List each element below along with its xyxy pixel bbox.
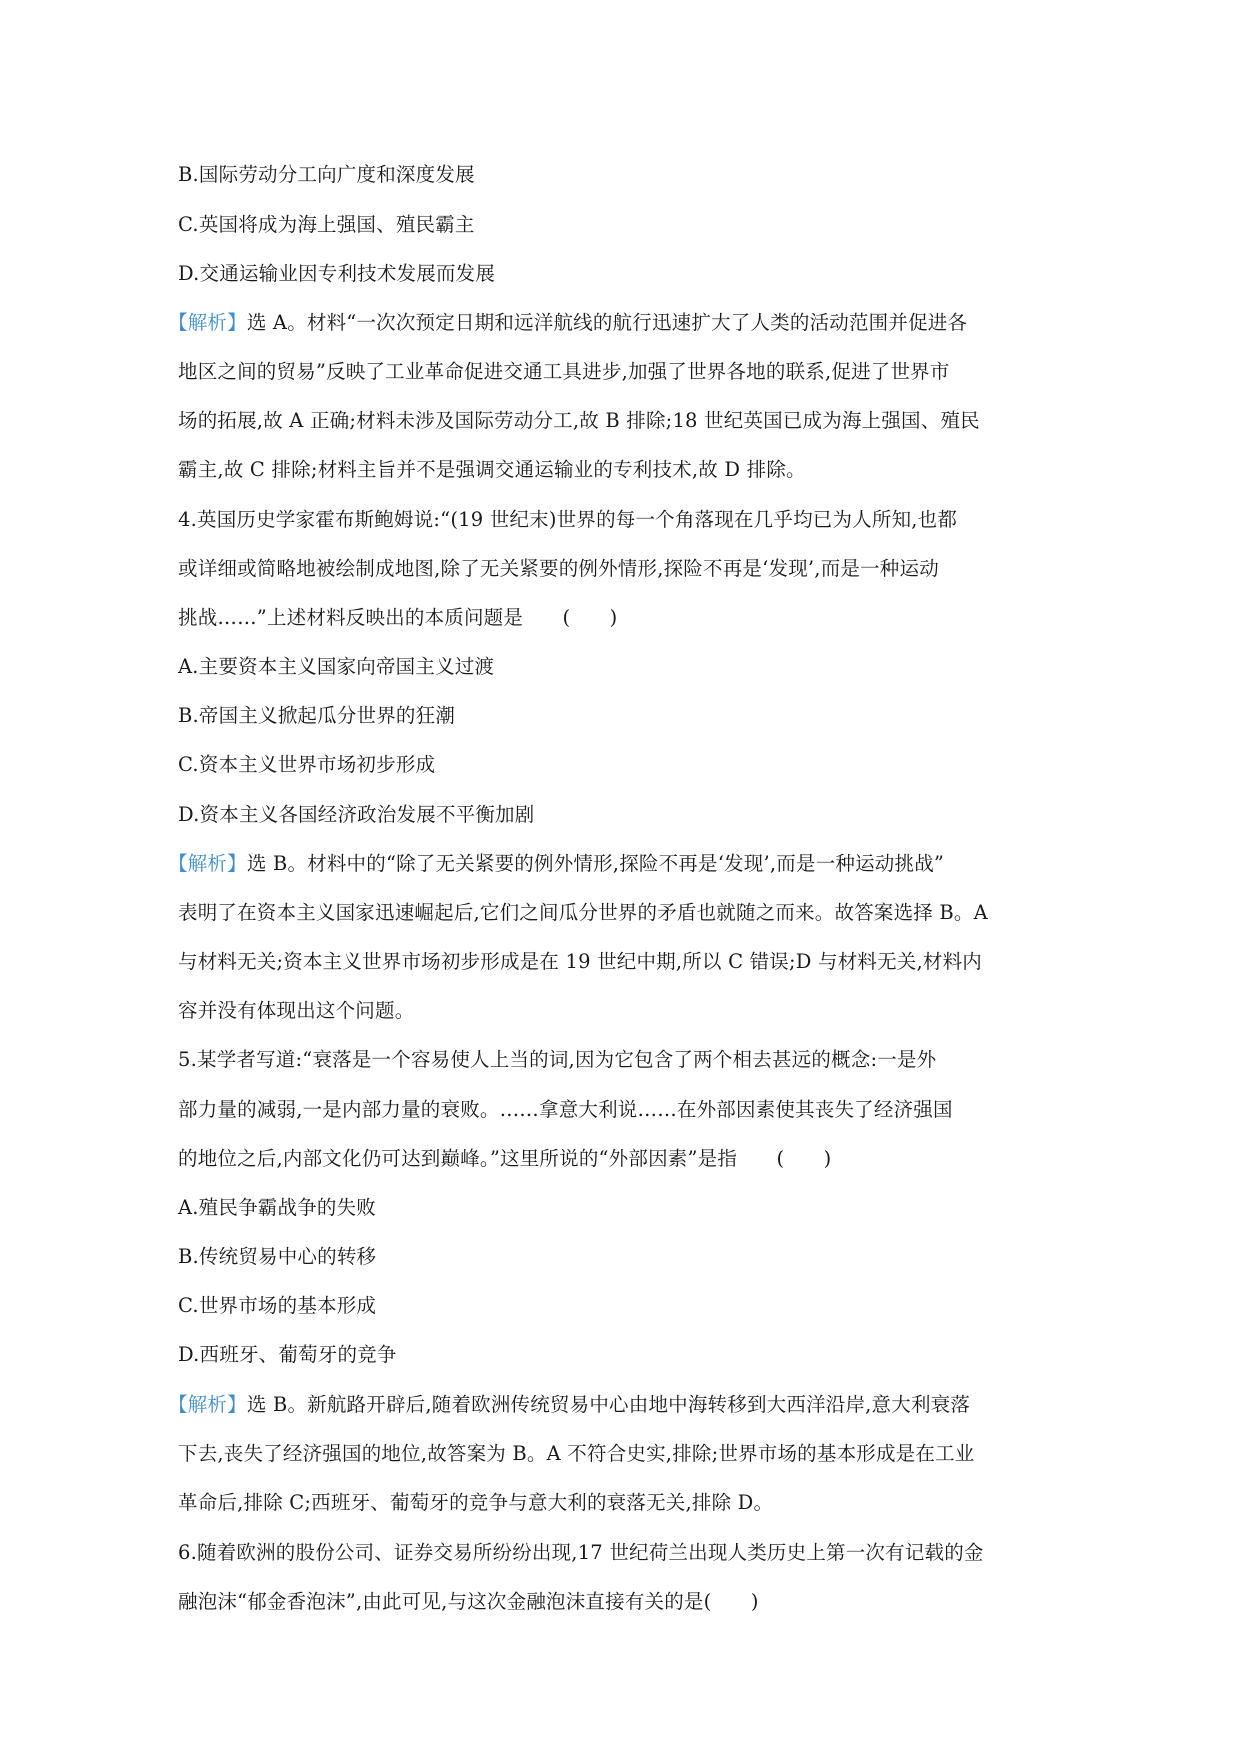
- q3-option-c: C.英国将成为海上强国、殖民霸主: [178, 213, 475, 236]
- q5-option-a: A.殖民争霸战争的失败: [178, 1196, 376, 1219]
- q4-option-d: D.资本主义各国经济政治发展不平衡加剧: [178, 803, 535, 826]
- q3-analysis-line-2: 地区之间的贸易”反映了工业革命促进交通工具进步,加强了世界各地的联系,促进了世界市: [178, 360, 950, 383]
- q4-option-a: A.主要资本主义国家向帝国主义过渡: [178, 655, 495, 678]
- q5-option-b: B.传统贸易中心的转移: [178, 1245, 377, 1268]
- q4-analysis-line-2: 表明了在资本主义国家迅速崛起后,它们之间瓜分世界的矛盾也就随之而来。故答案选择 B。A: [178, 901, 988, 924]
- q5-stem-line-1: 5.某学者写道:“衰落是一个容易使人上当的词,因为它包含了两个相去甚远的概念:一是外: [178, 1048, 937, 1071]
- q5-analysis-line-1: 【解析】选 B。新航路开辟后,随着欧洲传统贸易中心由地中海转移到大西洋沿岸,意大利衰落: [168, 1393, 971, 1416]
- q5-stem-line-3: 的地位之后,内部文化仍可达到巅峰。”这里所说的“外部因素”是指 ( ): [178, 1147, 832, 1170]
- q3-analysis-line-3: 场的拓展,故 A 正确;材料未涉及国际劳动分工,故 B 排除;18 世纪英国已成为海上强国、殖民: [178, 409, 980, 432]
- q4-analysis-line-4: 容并没有体现出这个问题。: [178, 999, 415, 1022]
- q4-option-c: C.资本主义世界市场初步形成: [178, 753, 436, 776]
- q5-analysis-line-2: 下去,丧失了经济强国的地位,故答案为 B。A 不符合史实,排除;世界市场的基本形成是在工业: [178, 1442, 975, 1465]
- q3-option-b: B.国际劳动分工向广度和深度发展: [178, 163, 475, 186]
- q4-analysis-line-1: 【解析】选 B。材料中的“除了无关紧要的例外情形,探险不再是‘发现’,而是一种运动挑战”: [168, 852, 945, 875]
- analysis-label: 【解析】: [168, 311, 247, 334]
- q5-option-c: C.世界市场的基本形成: [178, 1294, 377, 1317]
- q5-analysis-line-3: 革命后,排除 C;西班牙、葡萄牙的竞争与意大利的衰落无关,排除 D。: [178, 1491, 774, 1514]
- q6-stem-line-1: 6.随着欧洲的股份公司、证券交易所纷纷出现,17 世纪荷兰出现人类历史上第一次有记载的金: [178, 1541, 984, 1564]
- analysis-label: 【解析】: [168, 1393, 247, 1416]
- q4-stem-line-1: 4.英国历史学家霍布斯鲍姆说:“(19 世纪末)世界的每一个角落现在几乎均已为人所知,也都: [178, 508, 958, 531]
- analysis-label: 【解析】: [168, 852, 247, 875]
- q5-option-d: D.西班牙、葡萄牙的竞争: [178, 1343, 397, 1366]
- q5-stem-line-2: 部力量的减弱,一是内部力量的衰败。……拿意大利说……在外部因素使其丧失了经济强国: [178, 1098, 953, 1121]
- q6-stem-line-2: 融泡沫“郁金香泡沫”,由此可见,与这次金融泡沫直接有关的是( ): [178, 1590, 759, 1613]
- q3-analysis-line-1: 【解析】选 A。材料“一次次预定日期和远洋航线的航行迅速扩大了人类的活动范围并促进各: [168, 311, 968, 334]
- q4-analysis-line-3: 与材料无关;资本主义世界市场初步形成是在 19 世纪中期,所以 C 错误;D 与材料无关,材料内: [178, 950, 982, 973]
- q3-option-d: D.交通运输业因专利技术发展而发展: [178, 262, 496, 285]
- q4-option-b: B.帝国主义掀起瓜分世界的狂潮: [178, 704, 456, 727]
- q3-analysis-line-4: 霸主,故 C 排除;材料主旨并不是强调交通运输业的专利技术,故 D 排除。: [178, 458, 806, 481]
- q4-stem-line-2: 或详细或简略地被绘制成地图,除了无关紧要的例外情形,探险不再是‘发现’,而是一种运动: [178, 557, 939, 580]
- q4-stem-line-3: 挑战……”上述材料反映出的本质问题是 ( ): [178, 606, 618, 629]
